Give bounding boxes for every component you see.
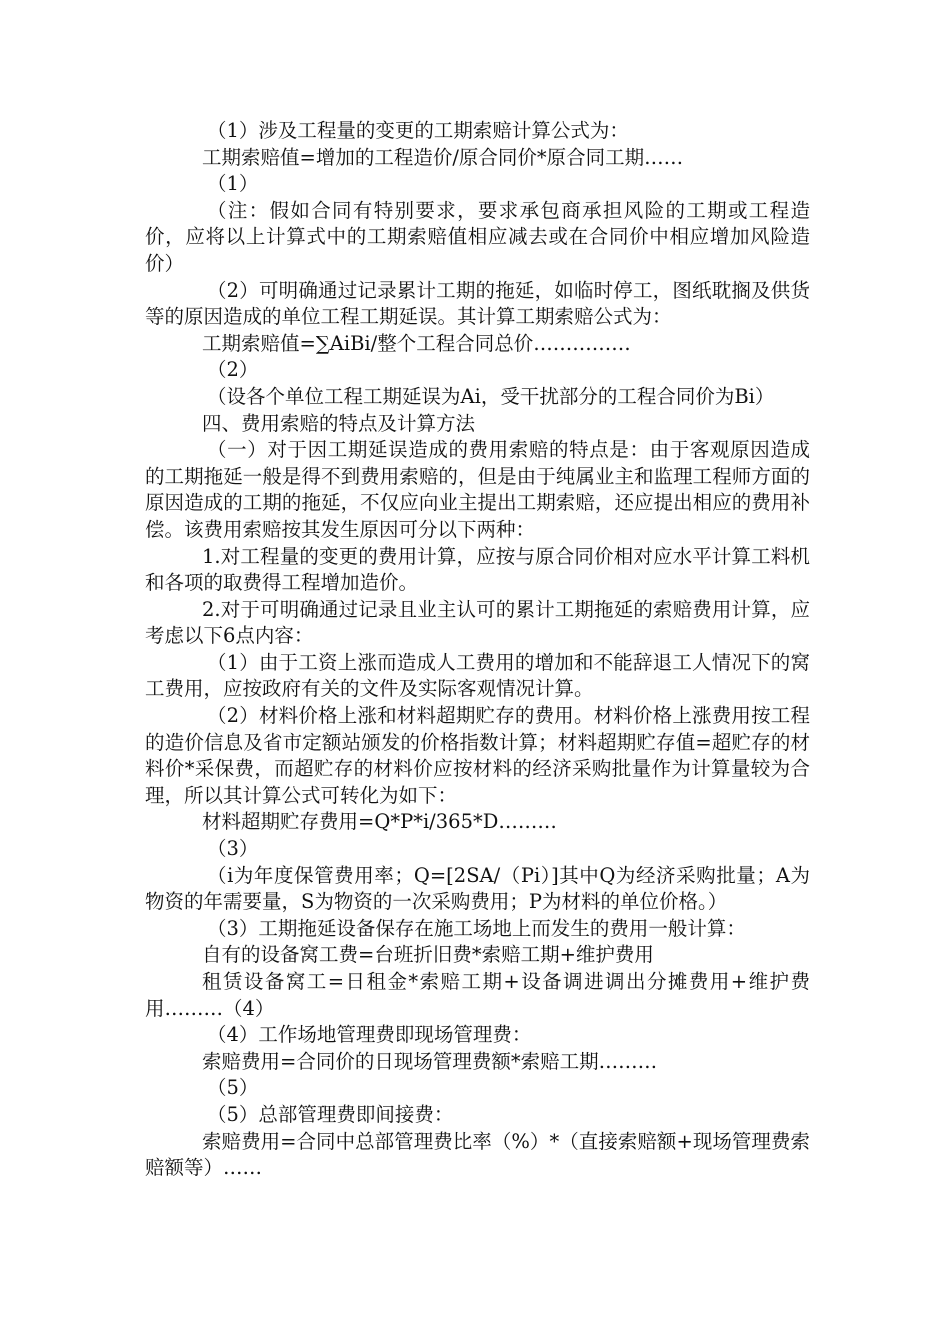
paragraph: （3） bbox=[207, 837, 259, 861]
paragraph: （4）工作场地管理费即现场管理费： bbox=[207, 1023, 532, 1047]
paragraph: 自有的设备窝工费=台班折旧费*索赔工期+维护费用 bbox=[202, 943, 654, 967]
paragraph: 四、费用索赔的特点及计算方法 bbox=[202, 411, 476, 435]
paragraph: （i为年度保管费用率；Q=[2SA/（Pi）]其中Q为经济采购批量；A为物资的年需要量，S为物资的一次采购费用；P为材料的单位价格。） bbox=[145, 863, 810, 914]
paragraph: （2） bbox=[207, 358, 259, 382]
paragraph: 工期索赔值=增加的工程造价/原合同价*原合同工期…… bbox=[202, 145, 684, 169]
paragraph: （设各个单位工程工期延误为Ai，受干扰部分的工程合同价为Bi） bbox=[207, 384, 775, 408]
paragraph: 2.对于可明确通过记录且业主认可的累计工期拖延的索赔费用计算，应考虑以下6点内容： bbox=[145, 597, 810, 648]
paragraph: 租赁设备窝工=日租金*索赔工期+设备调进调出分摊费用+维护费用………（4） bbox=[145, 970, 810, 1020]
paragraph: （5） bbox=[207, 1076, 259, 1100]
paragraph: （2）材料价格上涨和材料超期贮存的费用。材料价格上涨费用按工程的造价信息及省市定额站颁发的价格指数计算；材料超期贮存值=超贮存的材料价*采保费，而超贮存的材料价应按材料的经济采购批量作为计算量较为合理，所以其计算公式可转化为如下： bbox=[145, 704, 810, 807]
paragraph: （3）工期拖延设备保存在施工场地上而发生的费用一般计算： bbox=[207, 916, 746, 940]
paragraph: （5）总部管理费即间接费： bbox=[207, 1102, 454, 1126]
paragraph: 1.对工程量的变更的费用计算，应按与原合同价相对应水平计算工料机和各项的取费得工程增加造价。 bbox=[145, 544, 810, 595]
paragraph: 索赔费用=合同价的日现场管理费额*索赔工期……… bbox=[202, 1049, 658, 1073]
paragraph: 索赔费用=合同中总部管理费比率（%）*（直接索赔额+现场管理费索赔额等）…… bbox=[145, 1129, 810, 1180]
paragraph: （1）涉及工程量的变更的工期索赔计算公式为： bbox=[207, 119, 629, 142]
paragraph: （一）对于因工期延误造成的费用索赔的特点是：由于客观原因造成的工期拖延一般是得不到费用索赔的，但是由于纯属业主和监理工程师方面的原因造成的工期的拖延，不仅应向业主提出工期索赔，还应提出相应的费用补偿。该费用索赔按其发生原因可分以下两种： bbox=[145, 438, 810, 541]
paragraph: （1） bbox=[207, 172, 259, 196]
document-body bbox=[145, 118, 810, 1182]
paragraph: （1）由于工资上涨而造成人工费用的增加和不能辞退工人情况下的窝工费用，应按政府有关的文件及实际客观情况计算。 bbox=[145, 650, 810, 701]
paragraph: 材料超期贮存费用=Q*P*i/365*D……… bbox=[202, 810, 557, 834]
paragraph: 工期索赔值=∑AiBi/整个工程合同总价…………… bbox=[202, 331, 631, 355]
paragraph: （2）可明确通过记录累计工期的拖延，如临时停工，图纸耽搁及供货等的原因造成的单位工程工期延误。其计算工期索赔公式为： bbox=[145, 278, 810, 329]
paragraph: （注：假如合同有特别要求，要求承包商承担风险的工期或工程造价，应将以上计算式中的工期索赔值相应减去或在合同价中相应增加风险造价） bbox=[145, 198, 810, 275]
